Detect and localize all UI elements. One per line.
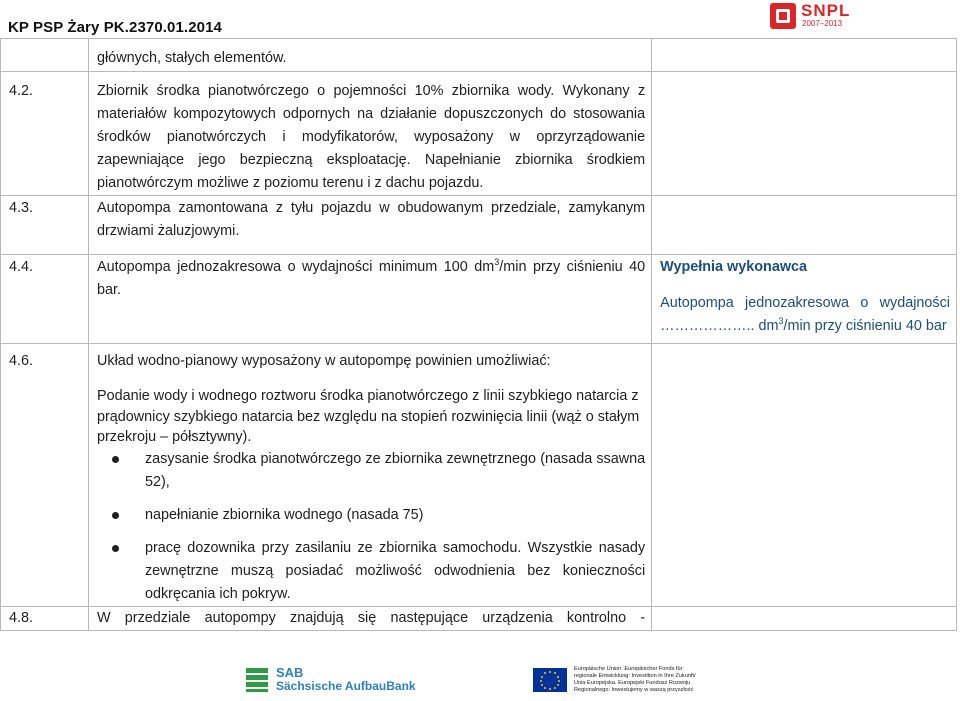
snpl-logo [768,3,856,29]
document-header-title: KP PSP Żary PK.2370.01.2014 [8,19,222,36]
item-heading: Układ wodno-pianowy wyposażony w autopompę powinien umożliwiać: [96,353,551,369]
item-number: 4.6. [9,353,34,369]
contractor-cell [652,255,957,344]
contractor-cell [652,196,957,255]
contractor-fill-heading: Wypełnia wykonawca [660,259,808,275]
item-text-part: /min przy ciśnieniu 40 bar. [96,259,646,298]
list-item [97,537,645,606]
item-text: Autopompa zamontowana z tyłu pojazdu w obudowanym przedziale, zamykanym drzwiami żaluzjowymi. [96,200,646,239]
item-text: głównych, stałych elementów. [96,50,287,66]
item-number-cell [1,606,89,630]
item-text-cell [88,344,651,607]
bullet-list [97,448,645,606]
contractor-fill-text-part: Autopompa jednozakresowa o wydajności ……………….. dm [660,295,950,334]
snpl-logo-mark-icon [770,3,796,29]
table-row [1,344,957,607]
eu-funding-line: Unia Europejska. Europejski Fundusz Rozwoju [574,680,691,686]
eu-flag-icon [533,668,567,692]
item-text-part: Autopompa jednozakresowa o wydajności minimum 100 dm [96,259,495,275]
item-text: Zbiornik środka pianotwórczego o pojemności 10% zbiornika wody. Wykonany z materiałów kompozytowych odpornych na działanie dopuszczonych do stosowania środków pianotwórczych i modyfikatorów, wyposażony w oprzyrządowanie zapewniające jego bezpieczną eksploatację. Napełnianie zbiornika środkiem pianotwórczym możliwe z poziomu terenu i z dachu pojazdu. [96,83,646,191]
snpl-logo-brand: SNPL [801,1,851,20]
item-number: 4.2. [9,83,34,99]
list-item-text: zasysanie środka pianotwórczego ze zbiornika zewnętrznego (nasada ssawna 52), [144,450,646,490]
contractor-fill-text-part: /min przy ciśnieniu 40 bar [783,318,947,334]
item-text-cell [88,39,651,72]
item-text-cell [88,196,651,255]
table-row [1,72,957,196]
list-item-text: pracę dozownika przy zasilaniu ze zbiornika samochodu. Wszystkie nasady zewnętrzne muszą posiadać możliwość odwodnienia bez konieczności odkręcania ich pokryw. [144,539,646,602]
item-text-cell [88,72,651,196]
table-row [1,39,957,72]
contractor-cell [652,39,957,72]
bullet-icon [112,512,119,519]
contractor-fill-text [660,292,950,338]
eu-funding-line: Europäische Union. Europäischer Fonds für [574,666,683,672]
sab-logo-icon [246,668,268,692]
table-row [1,606,957,630]
item-number: 4.4. [9,259,34,275]
snpl-logo-years: 2007–2013 [802,19,843,28]
item-number: 4.3. [9,200,34,216]
list-item-text: napełnianie zbiornika wodnego (nasada 75) [144,506,424,523]
item-text-cell [88,606,651,630]
item-number-cell [1,39,89,72]
list-item [97,448,645,494]
eu-funding-line: regionale Entwicklung: Investition in Ihre Zukunft/ [574,673,696,679]
item-number-cell [1,196,89,255]
bullet-icon [112,456,119,463]
item-number: 4.8. [9,609,34,626]
item-text-cell [88,255,651,344]
item-number-cell [1,255,89,344]
superscript: 3 [778,316,784,326]
table-row [1,255,957,344]
list-item [97,504,645,527]
sab-logo-name: SAB [276,665,304,680]
eu-funding-line: Regionalnego: Inwestujemy w waszą przyszłość [574,687,694,693]
contractor-cell [652,344,957,607]
eu-funding-notice [574,666,696,694]
item-number-cell [1,344,89,607]
bullet-icon [112,545,119,552]
contractor-cell [652,606,957,630]
item-text [97,255,645,302]
item-text: W przedziale autopompy znajdują się następujące urządzenia kontrolno - [96,609,646,626]
superscript: 3 [494,257,500,267]
item-intro: Podanie wody i wodnego roztworu środka pianotwórczego z linii szybkiego natarcia z prądownicy szybkiego natarcia bez względu na stopień rozwinięcia linii (wąż o stałym przekroju – półsztywny). [96,388,640,445]
item-number-cell [1,72,89,196]
footer [0,652,960,701]
contractor-cell [652,72,957,196]
table-row [1,196,957,255]
specification-table [0,38,957,631]
sab-logo-subtitle: Sächsische AufbauBank [276,679,416,693]
